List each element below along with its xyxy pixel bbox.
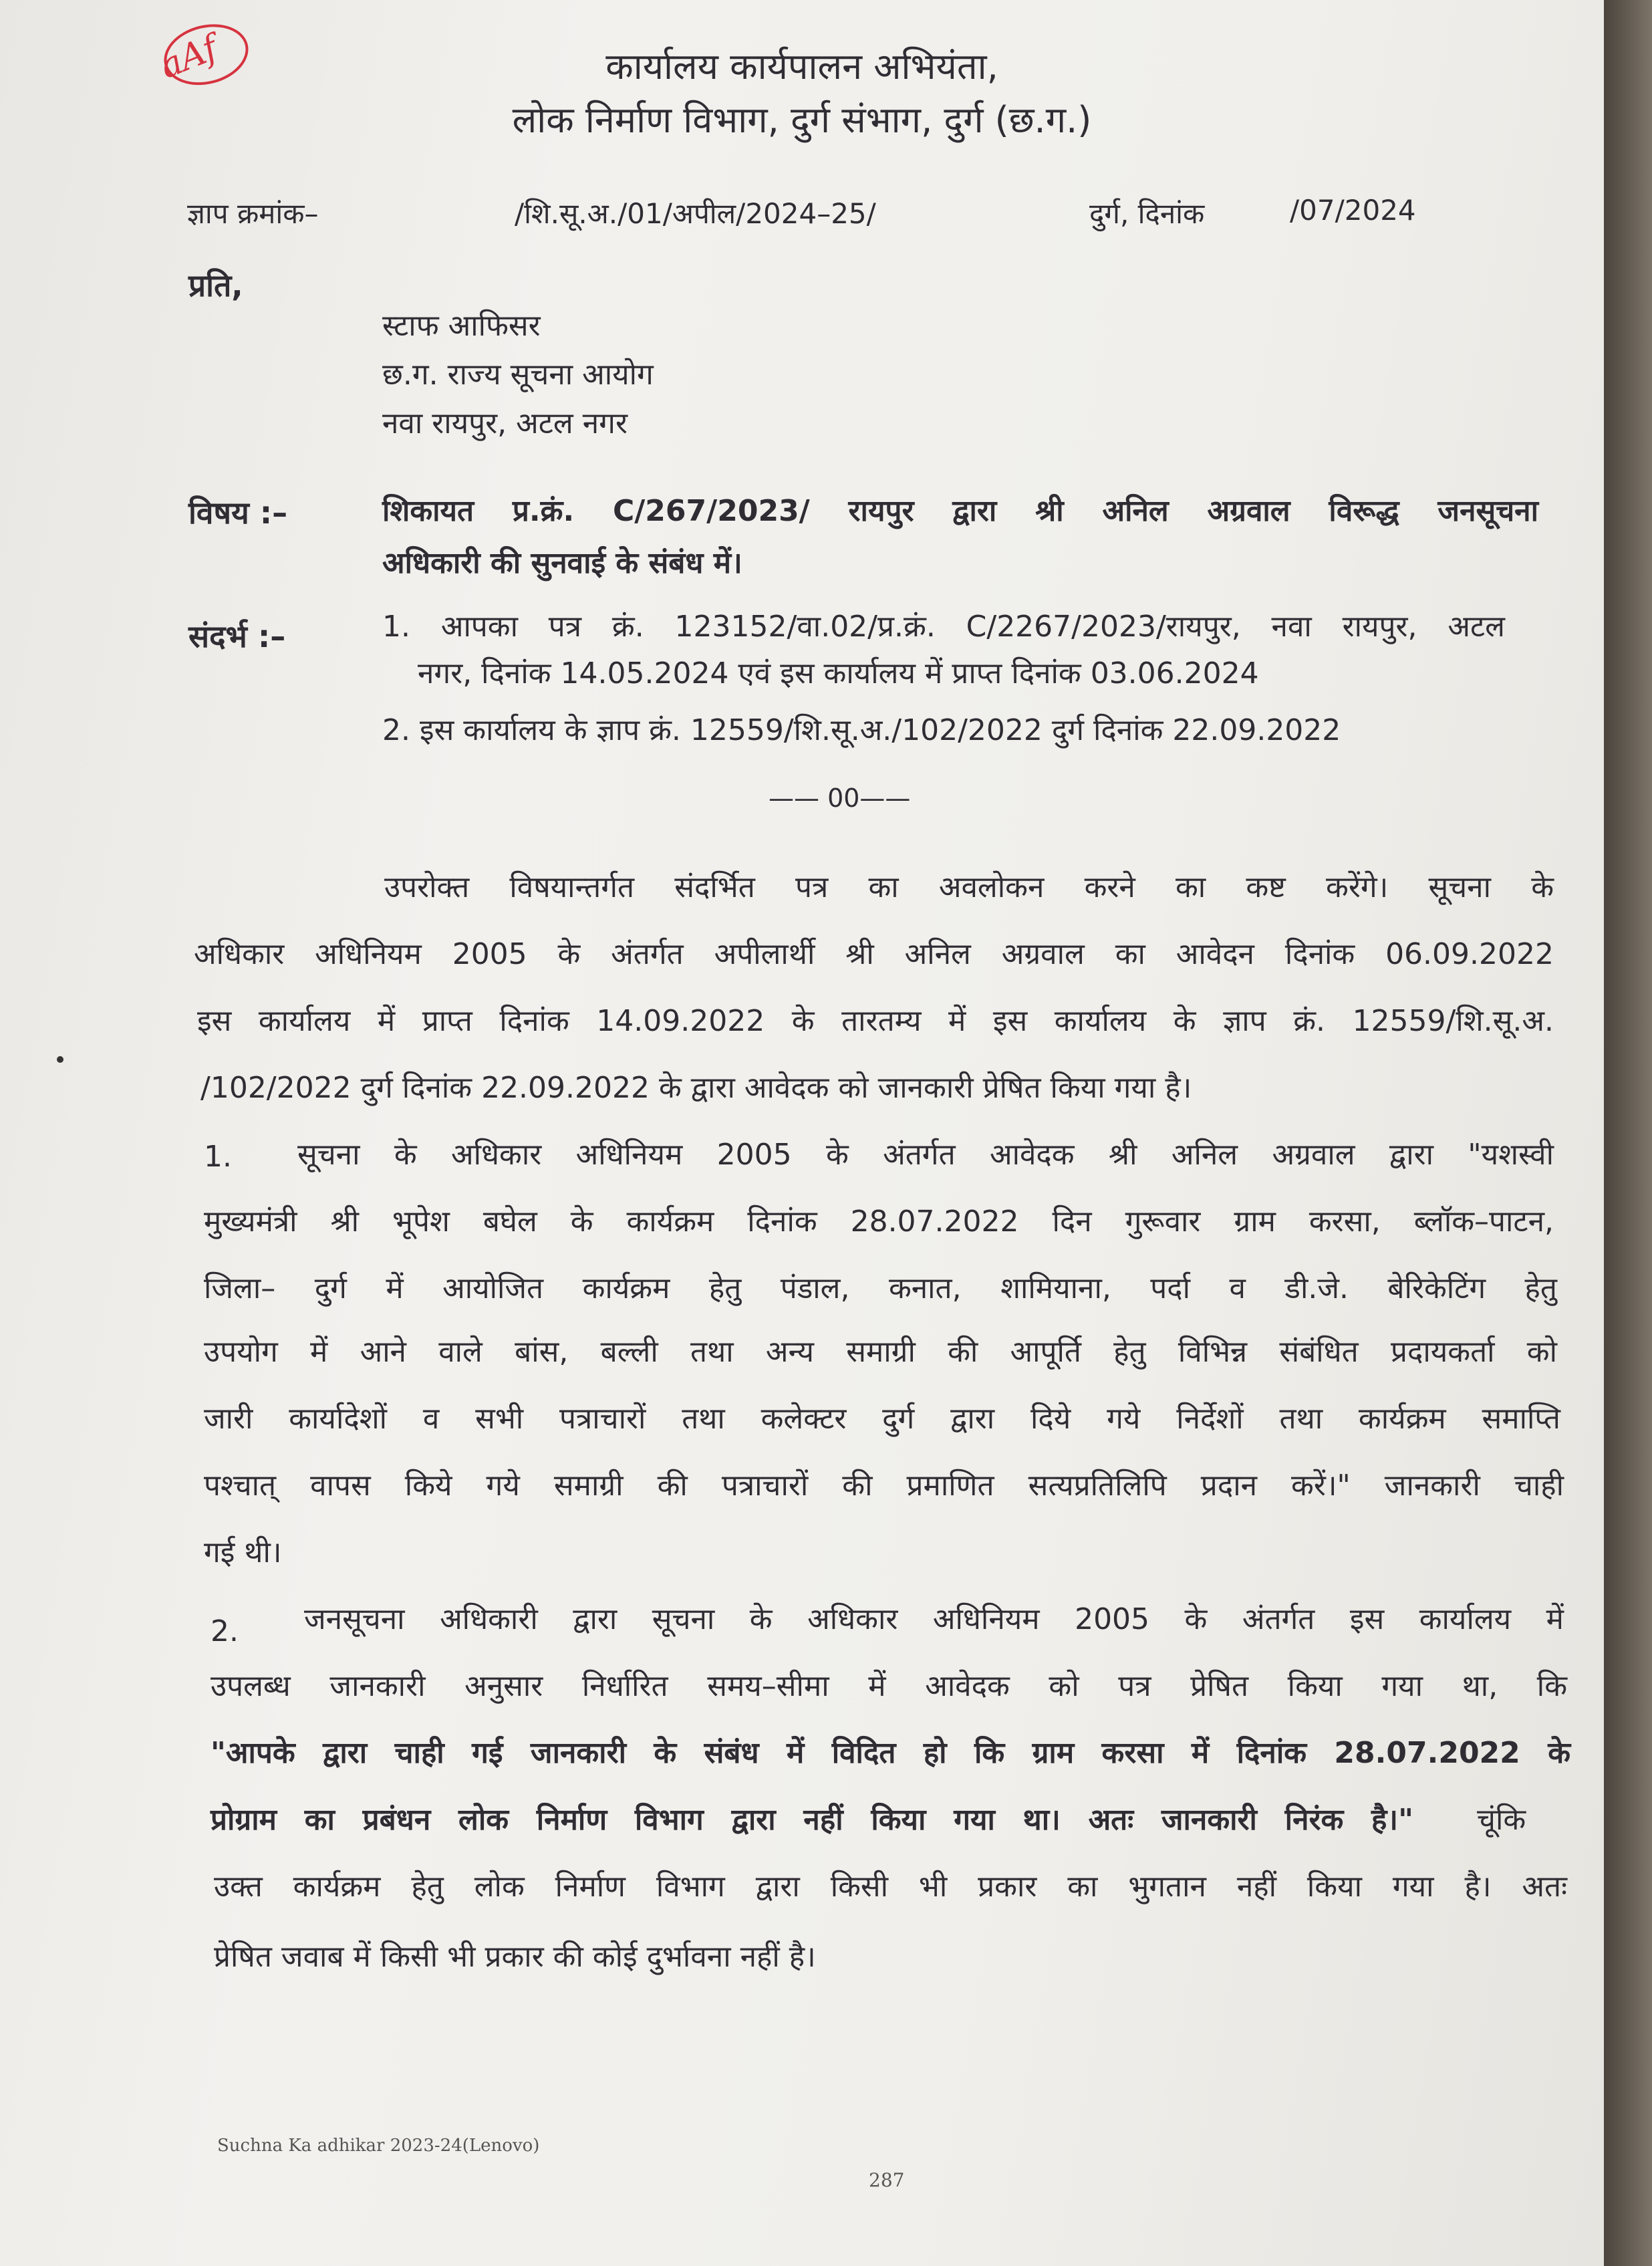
recipient-line-3: नवा रायपुर, अटल नगर <box>382 406 628 440</box>
footer-file-name: Suchna Ka adhikar 2023-24(Lenovo) <box>217 2136 540 2156</box>
place-date-label: दुर्ग, दिनांक <box>1089 197 1205 230</box>
reference-2: 2. इस कार्यालय के ज्ञाप क्रं. 12559/शि.सू.अ./102/2022 दुर्ग दिनांक 22.09.2022 <box>382 713 1341 747</box>
point-2-line-1: जनसूचना अधिकारी द्वारा सूचना के अधिकार अधिनियम 2005 के अंतर्गत इस कार्यालय में <box>304 1602 1564 1636</box>
reference-1-line-2: नगर, दिनांक 14.05.2024 एवं इस कार्यालय में प्राप्त दिनांक 03.06.2024 <box>418 656 1259 690</box>
recipient-line-1: स्टाफ आफिसर <box>382 309 541 343</box>
point-1-line-3: जिला– दुर्ग में आयोजित कार्यक्रम हेतु पंडाल, कनात, शामियाना, पर्दा व डी.जे. बेरिकेटिंग हेतु <box>204 1271 1557 1305</box>
handwritten-mark-text: aAf <box>154 27 224 87</box>
point-1-line-4: उपयोग में आने वाले बांस, बल्ली तथा अन्य समाग्री की आपूर्ति हेतु विभिन्न संबंधित प्रदायकर्ता को <box>204 1335 1557 1369</box>
intro-line-3: इस कार्यालय में प्राप्त दिनांक 14.09.2022 के तारतम्य में इस कार्यालय के ज्ञाप क्रं. 12559/शि.सू.अ. <box>197 1004 1554 1038</box>
reference-label: संदर्भ :– <box>188 618 286 654</box>
point-2-line-5: उक्त कार्यक्रम हेतु लोक निर्माण विभाग द्वारा किसी भी प्रकार का भुगतान नहीं किया गया है। अतः <box>214 1870 1567 1904</box>
point-1-line-7: गई थी। <box>204 1535 282 1569</box>
department-title: लोक निर्माण विभाग, दुर्ग संभाग, दुर्ग (छ.ग.) <box>512 99 1092 141</box>
point-1-line-6: पश्चात् वापस किये गये समाग्री की पत्राचारों की प्रमाणित सत्यप्रतिलिपि प्रदान करें।" जानकारी चाही <box>204 1469 1564 1503</box>
office-title: कार्यालय कार्यपालन अभियंता, <box>605 45 998 88</box>
point-2-number: 2. <box>211 1614 239 1648</box>
separator: —— 00—— <box>769 783 911 813</box>
point-2-line-4-quote: प्रोग्राम का प्रबंधन लोक निर्माण विभाग द्वारा नहीं किया गया था। अतः जानकारी निरंक है।" <box>211 1803 1413 1837</box>
point-2-line-3: "आपके द्वारा चाही गई जानकारी के संबंध में विदित हो कि ग्राम करसा में दिनांक 28.07.2022 के <box>211 1736 1570 1770</box>
point-2-line-2: उपलब्ध जानकारी अनुसार निर्धारित समय–सीमा में आवेदक को पत्र प्रेषित किया गया था, कि <box>211 1669 1567 1703</box>
intro-line-1: उपरोक्त विषयान्तर्गत संदर्भित पत्र का अवलोकन करने का कष्ट करेंगे। सूचना के <box>384 870 1554 904</box>
point-1-number: 1. <box>204 1140 232 1174</box>
reference-1-line-1: 1. आपका पत्र क्रं. 123152/वा.02/प्र.क्रं. C/2267/2023/रायपुर, नवा रायपुर, अटल <box>382 610 1505 644</box>
point-2-line-6: प्रेषित जवाब में किसी भी प्रकार की कोई दुर्भावना नहीं है। <box>214 1940 816 1974</box>
memo-label: ज्ञाप क्रमांक– <box>187 197 319 230</box>
intro-line-4: /102/2022 दुर्ग दिनांक 22.09.2022 के द्वारा आवेदक को जानकारी प्रेषित किया गया है। <box>200 1071 1192 1105</box>
point-1-line-1: सूचना के अधिकार अधिनियम 2005 के अंतर्गत आवेदक श्री अनिल अग्रवाल द्वारा "यशस्वी <box>297 1138 1554 1172</box>
subject-line-2: अधिकारी की सुनवाई के संबंध में। <box>382 546 742 580</box>
page-number: 287 <box>869 2169 905 2191</box>
subject-line-1: शिकायत प्र.क्रं. C/267/2023/ रायपुर द्वारा श्री अनिल अग्रवाल विरूद्ध जनसूचना <box>382 494 1538 528</box>
memo-number: /शि.सू.अ./01/अपील/2024–25/ <box>515 197 876 230</box>
point-1-line-2: मुख्यमंत्री श्री भूपेश बघेल के कार्यक्रम दिनांक 28.07.2022 दिन गुरूवार ग्राम करसा, ब्लॉक–पाटन, <box>204 1205 1554 1239</box>
point-1-line-5: जारी कार्यादेशों व सभी पत्राचारों तथा कलेक्टर दुर्ग द्वारा दिये गये निर्देशों तथा कार्यक्रम समाप्ति <box>204 1402 1560 1436</box>
to-label: प्रति, <box>188 267 243 303</box>
recipient-line-2: छ.ग. राज्य सूचना आयोग <box>382 358 654 392</box>
background-surface <box>1604 0 1652 2266</box>
point-2-line-4-tail: चूंकि <box>1477 1803 1526 1837</box>
subject-label: विषय :– <box>188 495 288 531</box>
memo-date: /07/2024 <box>1290 194 1416 227</box>
intro-line-2: अधिकार अधिनियम 2005 के अंतर्गत अपीलार्थी श्री अनिल अग्रवाल का आवेदन दिनांक 06.09.2022 <box>194 937 1554 971</box>
paper-speck <box>57 1056 63 1063</box>
